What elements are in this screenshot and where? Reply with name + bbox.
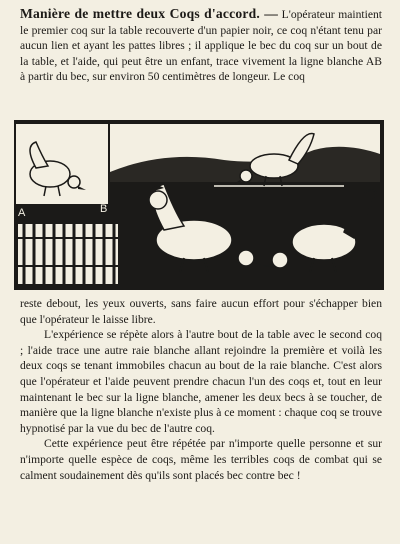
paragraph-3: Cette expérience peut être répétée par n'importe quelle personne et sur n'importe quelle espèce de coqs, même les terribles coqs de combat qui se calment soudainement dès qu'ils sont placés bec contre bec ! [20,437,382,482]
article-title: Manière de mettre deux Coqs d'accord. — [20,6,279,21]
rooster-illustration [14,120,384,290]
paragraph-1-continued: reste debout, les yeux ouverts, sans faire aucun effort pour s'échapper bien que l'opérateur le laisse libre. [20,297,382,326]
lower-table [122,270,380,284]
article-bottom-text [20,296,382,483]
paragraph-1 [20,6,382,85]
article-top-text [20,6,382,85]
label-b: B [100,203,108,215]
paragraph-1-text: L'opérateur maintient le premier coq sur la table recouverte d'un papier noir, ce coq n'étant tenu par aucun lien et ayant les pattes libres ; il applique le bec du coq sur un bout de la table, et l'aide, qui peut être un enfant, trace vivement la ligne blanche AB à partir du bec, sur environ 50 centimètres de longeur. Le coq [20,8,382,84]
upper-table [190,182,350,192]
label-a: A [18,207,26,219]
fence [18,224,118,284]
paragraph-2: L'expérience se répète alors à l'autre bout de la table avec le second coq ; l'aide trace une autre raie blanche allant rejoindre la première et voilà les deux coqs se tenant immobiles chacun au bout de la raie blanche. C'est alors que l'opérateur et l'aide peuvent prendre chacun l'un des coqs et, tout en leur maintenant le bec sur la ligne blanche, amener les deux becs à se toucher, de manière que la ligne blanche n'existe plus à ce moment : chaque coq se trouve hypnotisé par la vue du bec de l'autre coq. [20,328,383,435]
